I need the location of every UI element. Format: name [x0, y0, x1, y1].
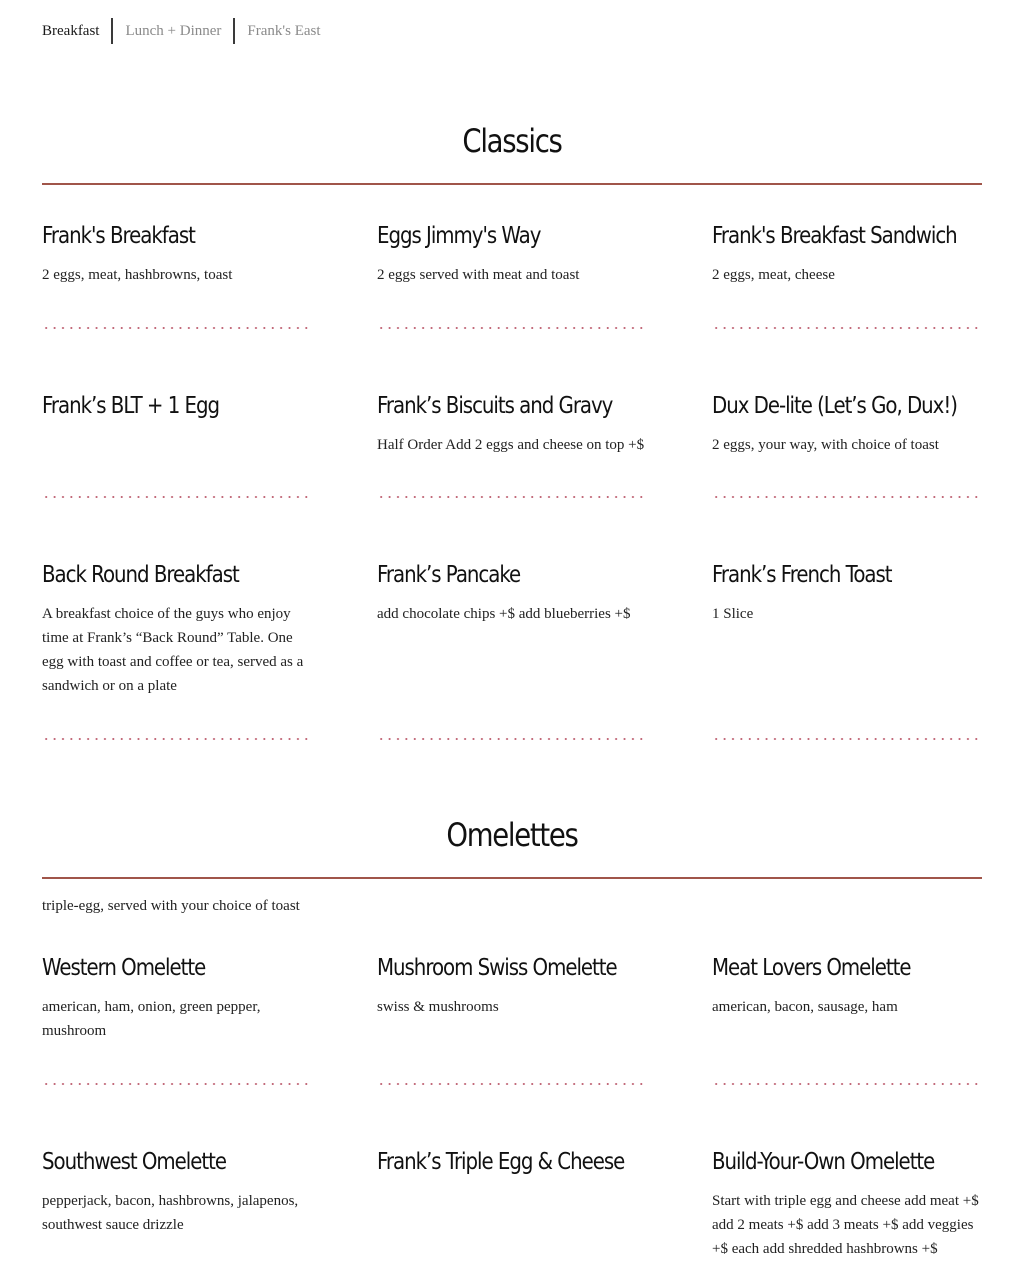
item-name: Dux De-lite (Let’s Go, Dux!) — [712, 393, 957, 419]
tab-breakfast[interactable]: Breakfast — [42, 23, 100, 39]
item-description: american, bacon, sausage, ham — [712, 999, 898, 1015]
item-description: add chocolate chips +$ add blueberries +$ — [377, 606, 631, 622]
menu-item — [377, 953, 647, 1019]
item-description: A breakfast choice of the guys who enjoy time at Frank’s “Back Round” Table. One egg with toast and coffee or tea, served as a sandwich or on a plate — [42, 606, 304, 694]
item-description: 2 eggs, your way, with choice of toast — [712, 437, 939, 453]
item-name: Back Round Breakfast — [42, 562, 239, 588]
item-description: 2 eggs, meat, hashbrowns, toast — [42, 267, 233, 283]
section-description: triple-egg, served with your choice of toast — [42, 898, 300, 914]
menu-item — [42, 953, 312, 1043]
menu-item — [712, 560, 982, 626]
dotted-leader — [42, 495, 312, 499]
tab-lunch-dinner[interactable]: Lunch + Dinner — [125, 23, 222, 39]
dotted-leader — [712, 737, 982, 741]
section-divider — [42, 877, 982, 879]
menu-item — [42, 560, 312, 698]
dotted-leader — [42, 1082, 312, 1086]
item-description: Half Order Add 2 eggs and cheese on top +$ — [377, 437, 645, 453]
item-name: Build-Your-Own Omelette — [712, 1149, 935, 1175]
item-name: Meat Lovers Omelette — [712, 955, 911, 981]
item-name: Frank's Breakfast — [42, 223, 195, 249]
item-description: 1 Slice — [712, 606, 754, 622]
item-description: american, ham, onion, green pepper, mushroom — [42, 999, 261, 1039]
dotted-leader — [377, 737, 647, 741]
item-name: Frank’s French Toast — [712, 562, 892, 588]
item-name: Frank’s Biscuits and Gravy — [377, 393, 613, 419]
section-divider — [42, 183, 982, 185]
menu-item — [42, 1147, 312, 1237]
menu-item — [712, 221, 982, 287]
dotted-leader — [42, 326, 312, 330]
item-name: Frank’s BLT + 1 Egg — [42, 393, 220, 419]
menu-item — [377, 391, 647, 457]
dotted-leader — [712, 1082, 982, 1086]
item-name: Eggs Jimmy's Way — [377, 223, 541, 249]
dotted-leader — [712, 495, 982, 499]
item-name: Frank’s Triple Egg & Cheese — [377, 1149, 625, 1175]
dotted-leader — [377, 326, 647, 330]
dotted-leader — [377, 1082, 647, 1086]
section-title-omelettes: Omelettes — [446, 816, 578, 854]
menu-item — [377, 560, 647, 626]
item-description: swiss & mushrooms — [377, 999, 499, 1015]
menu-item — [42, 391, 312, 433]
menu-item — [377, 1147, 647, 1189]
menu-item — [42, 221, 312, 287]
dotted-leader — [377, 495, 647, 499]
tab-franks-east[interactable]: Frank's East — [247, 23, 321, 39]
item-name: Southwest Omelette — [42, 1149, 226, 1175]
menu-item — [712, 1147, 982, 1261]
item-description: 2 eggs, meat, cheese — [712, 267, 835, 283]
item-name: Western Omelette — [42, 955, 206, 981]
item-name: Frank's Breakfast Sandwich — [712, 223, 957, 249]
section-title-classics: Classics — [462, 122, 562, 160]
menu-item — [712, 391, 982, 457]
menu-item — [377, 221, 647, 287]
item-name: Frank’s Pancake — [377, 562, 521, 588]
menu-item — [712, 953, 982, 1019]
item-name: Mushroom Swiss Omelette — [377, 955, 617, 981]
menu-tabs — [42, 18, 333, 44]
item-description: pepperjack, bacon, hashbrowns, jalapenos, southwest sauce drizzle — [42, 1193, 299, 1233]
item-description: Start with triple egg and cheese add meat +$ add 2 meats +$ add 3 meats +$ add veggies +$ each add shredded hashbrowns +$ — [712, 1193, 979, 1257]
dotted-leader — [712, 326, 982, 330]
dotted-leader — [42, 737, 312, 741]
item-description: 2 eggs served with meat and toast — [377, 267, 580, 283]
